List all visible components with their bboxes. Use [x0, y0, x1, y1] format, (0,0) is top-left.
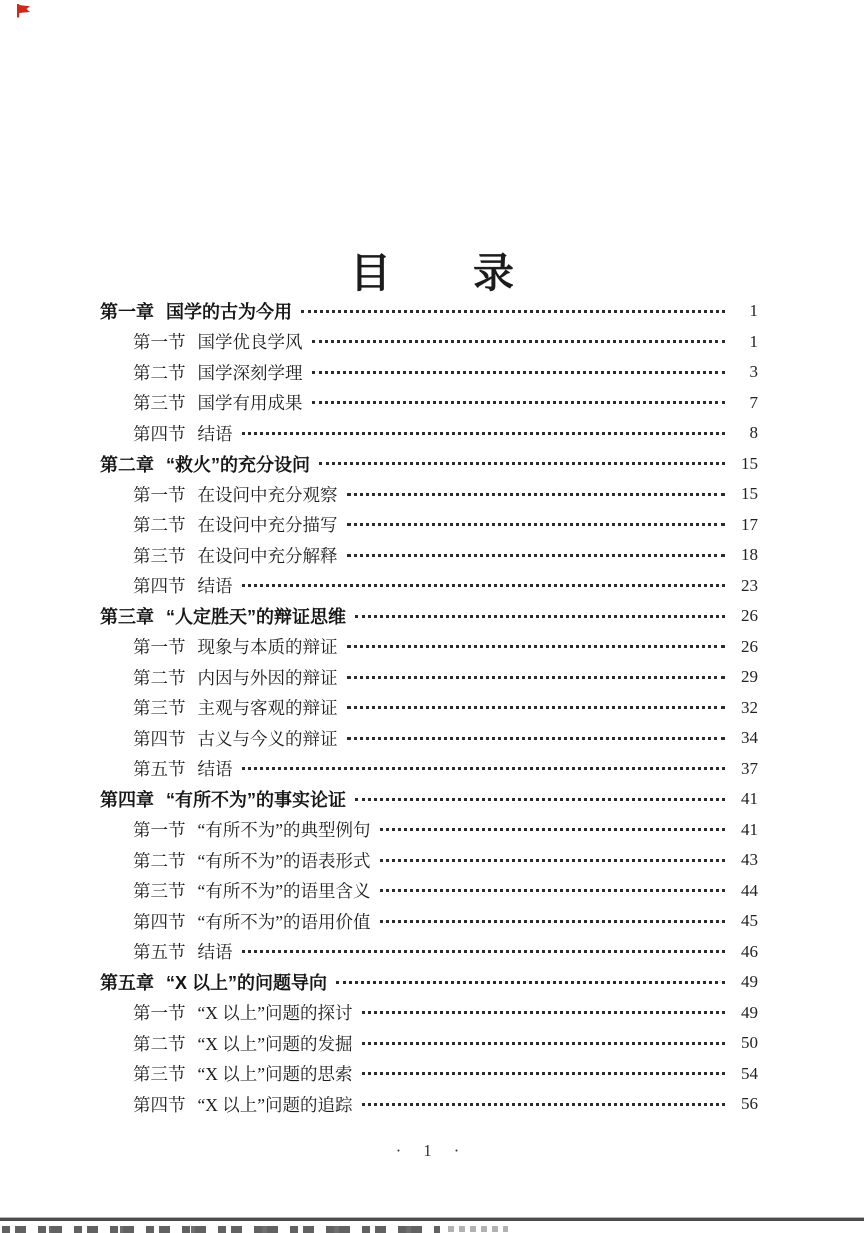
toc-entry-page: 45: [741, 911, 758, 931]
toc-entry-label: 第四章: [100, 790, 154, 811]
toc-entry-page: 54: [741, 1063, 758, 1083]
toc-entry-label: 第四节: [133, 423, 186, 444]
toc-entry-title: 国学有用成果: [197, 393, 303, 414]
dot-leader: [347, 706, 726, 709]
dot-leader: [362, 1011, 725, 1014]
toc-entry-page: 46: [741, 941, 758, 961]
toc-entry-label: 第五节: [133, 942, 186, 963]
toc-entry-page: 50: [741, 1033, 758, 1053]
toc-entry-title: 结语: [197, 759, 233, 780]
dot-leader: [355, 615, 725, 618]
toc-entry-label: 第二节: [133, 850, 186, 871]
toc-entry-label: 第一节: [133, 1003, 186, 1024]
toc-entry: [100, 998, 758, 1029]
toc-entry-page: 49: [741, 1002, 758, 1022]
toc-entry-title: “有所不为”的语里含义: [197, 881, 371, 902]
dot-leader: [362, 1103, 725, 1106]
toc-entry-label: 第四节: [133, 728, 186, 749]
toc-entry-page: 56: [741, 1094, 758, 1114]
toc-entry-label: 第一节: [133, 332, 186, 353]
dot-leader: [380, 920, 725, 923]
toc-entry-label: 第一章: [100, 302, 154, 323]
toc-entry-page: 26: [741, 636, 758, 656]
toc-entry: [100, 296, 758, 327]
toc-entry-page: 41: [741, 819, 758, 839]
toc-entry-title: 结语: [197, 576, 233, 597]
page-title: 目 录: [350, 250, 514, 297]
red-ink-mark-icon: [15, 4, 31, 18]
toc-entry: [100, 1028, 758, 1059]
toc-entry-label: 第一节: [133, 820, 186, 841]
toc-entry-page: 17: [741, 514, 758, 534]
toc-entry-title: 在设问中充分解释: [197, 545, 338, 566]
toc-entry-label: 第三节: [133, 1064, 186, 1085]
dot-leader: [347, 554, 726, 557]
dot-leader: [242, 767, 726, 770]
toc-entry-page: 18: [741, 545, 758, 565]
toc-entry: [100, 601, 758, 632]
toc-entry-title: “X 以上”问题的探讨: [197, 1003, 353, 1024]
toc-entry-title: 国学深刻学理: [197, 362, 303, 383]
dot-leader: [242, 584, 726, 587]
toc-entry-title: “有所不为”的语表形式: [197, 850, 371, 871]
toc-entry-title: 结语: [197, 942, 233, 963]
toc-entry-page: 15: [741, 484, 758, 504]
toc-entry-title: 结语: [197, 423, 233, 444]
toc-entry-title: “X 以上”的问题导向: [166, 973, 328, 994]
toc-entry: [100, 937, 758, 968]
toc-entry-page: 41: [741, 789, 758, 809]
toc-entry-label: 第五节: [133, 759, 186, 780]
dot-leader: [355, 798, 725, 801]
toc-entry-title: 主观与客观的辩证: [197, 698, 338, 719]
toc-entry-page: 3: [749, 362, 758, 382]
toc-entry-title: 在设问中充分描写: [197, 515, 338, 536]
toc-entry-title: “有所不为”的典型例句: [197, 820, 371, 841]
toc-entry-label: 第三节: [133, 393, 186, 414]
toc-entry-page: 43: [741, 850, 758, 870]
toc-entry-label: 第三章: [100, 607, 154, 628]
toc-entry-title: 现象与本质的辩证: [197, 637, 338, 658]
toc-entry-page: 15: [741, 453, 758, 473]
dot-leader: [347, 493, 726, 496]
toc-entry-label: 第二章: [100, 454, 154, 475]
toc-entry: [100, 754, 758, 785]
toc-entry-page: 32: [741, 697, 758, 717]
toc-entry: [100, 1089, 758, 1120]
toc-entry-page: 7: [749, 392, 758, 412]
toc-entry: [100, 845, 758, 876]
dot-leader: [301, 310, 725, 313]
toc-entry-page: 29: [741, 667, 758, 687]
toc-entry-page: 26: [741, 606, 758, 626]
toc-entry: [100, 571, 758, 602]
toc-entry-page: 8: [749, 423, 758, 443]
toc-entry: [100, 327, 758, 358]
toc-entry-page: 34: [741, 728, 758, 748]
folio-page-number: · 1 ·: [395, 1141, 469, 1160]
toc-entry: [100, 632, 758, 663]
toc-entry-title: 在设问中充分观察: [197, 484, 338, 505]
dot-leader: [362, 1042, 725, 1045]
dot-leader: [380, 889, 725, 892]
toc-entry-label: 第二节: [133, 1033, 186, 1054]
toc-entry-label: 第一节: [133, 637, 186, 658]
toc-entry-title: “有所不为”的语用价值: [197, 911, 371, 932]
toc-entry-label: 第三节: [133, 698, 186, 719]
toc-entry-title: “X 以上”问题的发掘: [197, 1033, 353, 1054]
toc-entry: [100, 510, 758, 541]
toc-entry: [100, 662, 758, 693]
dot-leader: [319, 462, 725, 465]
toc-entry: [100, 388, 758, 419]
toc-entry: [100, 723, 758, 754]
toc-entry-page: 49: [741, 972, 758, 992]
toc-entry-title: “人定胜天”的辩证思维: [166, 607, 346, 628]
toc-entry-label: 第四节: [133, 911, 186, 932]
toc-entry-page: 23: [741, 575, 758, 595]
toc-entry: [100, 418, 758, 449]
toc-entry-title: 古义与今义的辩证: [197, 728, 338, 749]
toc-entry-label: 第五章: [100, 973, 154, 994]
dot-leader: [362, 1072, 725, 1075]
toc-entry: [100, 479, 758, 510]
dot-leader: [347, 676, 726, 679]
dot-leader: [336, 981, 725, 984]
toc-entry-title: 国学优良学风: [197, 332, 303, 353]
dot-leader: [312, 371, 726, 374]
toc-entry: [100, 449, 758, 480]
toc-entry: [100, 1059, 758, 1090]
dot-leader: [347, 645, 726, 648]
dot-leader: [312, 401, 726, 404]
toc-entry: [100, 876, 758, 907]
toc-entry: [100, 906, 758, 937]
dot-leader: [347, 737, 726, 740]
toc-entry-title: 国学的古为今用: [166, 302, 292, 323]
clipped-footer-text: [448, 1226, 508, 1232]
toc-entry-page: 37: [741, 758, 758, 778]
toc-entry-label: 第二节: [133, 667, 186, 688]
toc-entry-title: “X 以上”问题的思索: [197, 1064, 353, 1085]
toc-entry-title: “X 以上”问题的追踪: [197, 1094, 353, 1115]
toc-entry-title: 内因与外因的辩证: [197, 667, 338, 688]
clipped-footer-text: [2, 1226, 440, 1233]
dot-leader: [380, 828, 725, 831]
dot-leader: [242, 950, 726, 953]
toc-entry: [100, 693, 758, 724]
toc-list: [100, 296, 758, 1120]
scan-artifact-strip: [0, 1217, 864, 1233]
toc-entry-label: 第四节: [133, 1094, 186, 1115]
toc-entry-page: 1: [749, 301, 758, 321]
toc-entry: [100, 784, 758, 815]
dot-leader: [242, 432, 726, 435]
toc-entry: [100, 967, 758, 998]
toc-entry-label: 第二节: [133, 362, 186, 383]
toc-entry-page: 44: [741, 880, 758, 900]
dot-leader: [312, 340, 726, 343]
toc-entry: [100, 540, 758, 571]
toc-entry-label: 第三节: [133, 881, 186, 902]
toc-entry-label: 第三节: [133, 545, 186, 566]
toc-entry-label: 第一节: [133, 484, 186, 505]
toc-entry: [100, 815, 758, 846]
toc-entry-page: 1: [749, 331, 758, 351]
scan-divider-line: [0, 1217, 864, 1221]
dot-leader: [347, 523, 726, 526]
toc-entry-label: 第四节: [133, 576, 186, 597]
toc-entry-label: 第二节: [133, 515, 186, 536]
toc-entry-title: “救火”的充分设问: [166, 454, 310, 475]
toc-entry-title: “有所不为”的事实论证: [166, 790, 346, 811]
dot-leader: [380, 859, 725, 862]
toc-entry: [100, 357, 758, 388]
